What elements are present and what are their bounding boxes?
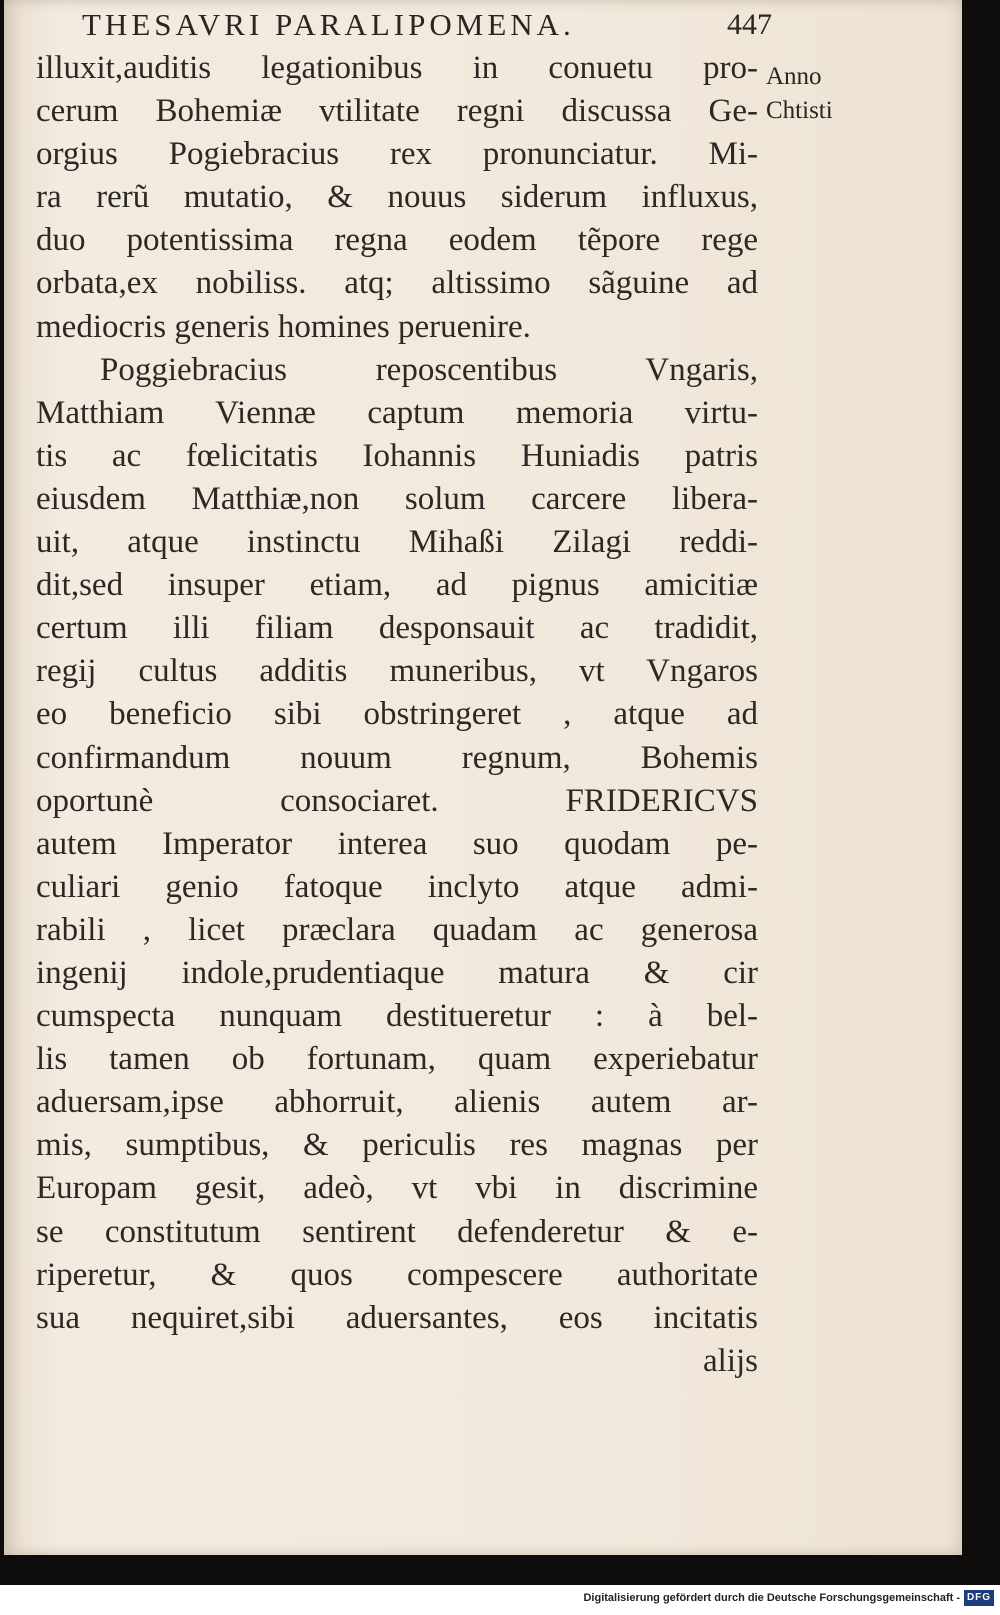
text-line: lis tamen ob fortunam, quam experiebatur (36, 1041, 758, 1078)
text-line: tis ac fœlicitatis Iohannis Huniadis patris (36, 437, 758, 474)
text-line: uit, atque instinctu Mihaßi Zilagi reddi- (36, 524, 758, 561)
text-line: eiusdem Matthiæ,non solum carcere libera- (36, 480, 758, 517)
dfg-logo: DFG (964, 1590, 994, 1606)
body-text (36, 47, 758, 1383)
catchword: alijs (703, 1342, 758, 1379)
text-line: eo beneficio sibi obstringeret , atque ad (36, 696, 758, 733)
text-line: dit,sed insuper etiam, ad pignus amicitiæ (36, 567, 758, 604)
text-line: aduersam,ipse abhorruit, alienis autem ar- (36, 1084, 758, 1121)
text-line: ingenij indole,prudentiaque matura & cir (36, 954, 758, 991)
digitization-credit: Digitalisierung gefördert durch die Deutsche Forschungsgemeinschaft - (583, 1592, 960, 1604)
text-line: duo potentissima regna eodem tẽpore rege (36, 222, 758, 259)
running-title: THESAVRI PARALIPOMENA. (82, 7, 575, 42)
text-line: regij cultus additis muneribus, vt Vngaros (36, 653, 758, 690)
text-line: certum illi filiam desponsauit ac tradidit, (36, 610, 758, 647)
margin-note-line: Anno (766, 63, 822, 90)
text-line: confirmandum nouum regnum, Bohemis (36, 739, 758, 776)
text-line: rabili , licet præclara quadam ac generosa (36, 911, 758, 948)
text-line: mis, sumptibus, & periculis res magnas per (36, 1127, 758, 1164)
text-line: culiari genio fatoque inclyto atque admi- (36, 868, 758, 905)
book-page (4, 0, 962, 1555)
text-line: riperetur, & quos compescere authoritate (36, 1256, 758, 1293)
page-number: 447 (727, 8, 772, 41)
text-line: orbata,ex nobiliss. atq; altissimo sãguine ad (36, 265, 758, 302)
text-line: sua nequiret,sibi aduersantes, eos incitatis (36, 1299, 758, 1336)
text-line: autem Imperator interea suo quodam pe- (36, 825, 758, 862)
text-line: Europam gesit, adeò, vt vbi in discrimine (36, 1170, 758, 1207)
margin-note-line: Chtisti (766, 97, 833, 124)
text-line: se constitutum sentirent defenderetur & e- (36, 1213, 758, 1250)
margin-note (766, 60, 886, 128)
text-line: orgius Pogiebracius rex pronunciatur. Mi- (36, 136, 758, 173)
text-line: cumspecta nunquam destitueretur : à bel- (36, 998, 758, 1035)
text-line: oportunè consociaret. FRIDERICVS (36, 782, 758, 819)
page-header (82, 4, 772, 46)
text-line: ra rerũ mutatio, & nouus siderum influxus, (36, 179, 758, 216)
text-line: Matthiam Viennæ captum memoria virtu- (36, 394, 758, 431)
text-line: cerum Bohemiæ vtilitate regni discussa Ge- (36, 93, 758, 130)
text-line: mediocris generis homines peruenire. (36, 308, 531, 345)
footer-strip (0, 1585, 1000, 1615)
paragraph-start-line: Poggiebracius reposcentibus Vngaris, (100, 351, 758, 388)
text-line: illuxit,auditis legationibus in conuetu pro- (36, 50, 758, 86)
